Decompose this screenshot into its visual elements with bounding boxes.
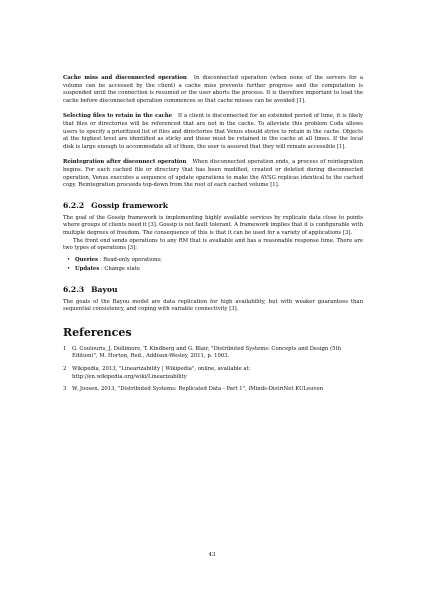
page-number: 43 — [208, 552, 216, 558]
paragraph-cache-miss — [63, 75, 363, 105]
paragraph-heading: Selecting files to retain in the cache — [63, 113, 173, 120]
reference-text: W. Joosen, 2013, "Distributed Systems: Replicated Data - Part 1", iMinds-DistriNet KULeuven — [72, 386, 324, 393]
section-title: Bayou — [91, 284, 118, 294]
list-term: Queries — [75, 256, 98, 263]
gossip-paragraph-2: The front end sends operations to any RM that is available and has a reasonable response time. There are two types of operations [3]: — [63, 237, 363, 252]
gossip-paragraph-1: The goal of the Gossip framework is implementing highly available services by replicate data close to points where groups of clients need it [3]. Gossip is not fault tolerant. A framework implies that it is configurable with multiple degrees of freedom. The consequence of this is that it can be used for a variety of applications [3]. — [63, 214, 363, 236]
paragraph-selecting-files — [63, 113, 363, 151]
reference-item — [63, 346, 363, 361]
section-title: Gossip framework — [91, 200, 168, 210]
section-number: 6.2.3 — [63, 284, 85, 294]
section-heading-bayou — [63, 285, 363, 294]
reference-text: G. Coulouris, J. Dollimore, T. Kindberg and G. Blair, "Distributed Systems: Concepts and Design (5th Edition)", M. Horton, Red., Addison-Wesley, 2011, p. 1063. — [72, 345, 342, 360]
reference-number: 1 — [63, 345, 67, 352]
list-item: • Updates : Change state — [67, 265, 140, 272]
section-heading-gossip — [63, 201, 363, 210]
reference-item — [63, 386, 363, 394]
references-heading: References — [63, 325, 132, 339]
list-item: • Queries : Read-only operations; — [67, 256, 162, 263]
reference-item — [63, 366, 363, 381]
page-content — [63, 75, 363, 399]
paragraph-text: In disconnected operation (when none of the servers for a volume can be accessed by the client) a cache miss prevents further progress and the computation is suspended until the connection is resumed or the user aborts the process. It is therefore important to load the cache before disconnected operation commences so that cache misses can be avoided [1]. — [63, 75, 363, 104]
list-term: Updates — [75, 265, 100, 272]
list-desc: : Read-only operations; — [99, 256, 162, 263]
paragraph-text: When disconnected operation ends, a process of reintegration begins. For each cached file or directory that has been modified, created or deleted during disconnected operation, Venus executes a sequence of update operations to make the AVSG replicas identical to the cached copy. Reintegration proceeds top-down from the root of each cached volume [1]. — [63, 159, 364, 189]
section-number: 6.2.2 — [63, 200, 85, 210]
paragraph-heading: Reintegration after disconnect operation — [63, 159, 187, 166]
operation-list — [63, 256, 363, 274]
paragraph-heading: Cache miss and disconnected operation — [63, 75, 187, 81]
bayou-paragraph: The goals of the Bayou model are data replication for high availability, but with weaker guarantees than sequential consistency, and coping with variable connectivity [3]. — [63, 298, 363, 313]
paragraph-reintegration — [63, 159, 363, 189]
reference-number: 3 — [63, 386, 67, 393]
list-desc: : Change state — [100, 265, 140, 272]
reference-number: 2 — [63, 366, 67, 373]
reference-text: Wikipedia, 2013, "Linearizability | Wikipedia", online, available at: http://en.wikipedia.org/wiki/Linearizability — [72, 366, 251, 380]
paragraph-text: If a client is disconnected for an extended period of time, it is likely that files or directories will be referenced that are not in the cache. To alleviate this problem Coda allows users to specify a prioritized list of files and directories that Venus should strive to retain in the cache. Objects at the highest level are identified as sticky and these must be retained in the cache at all times. If the local disk is large enough to accommodate all of them, the user is assured that they will remain accessible [1]. — [63, 113, 364, 150]
